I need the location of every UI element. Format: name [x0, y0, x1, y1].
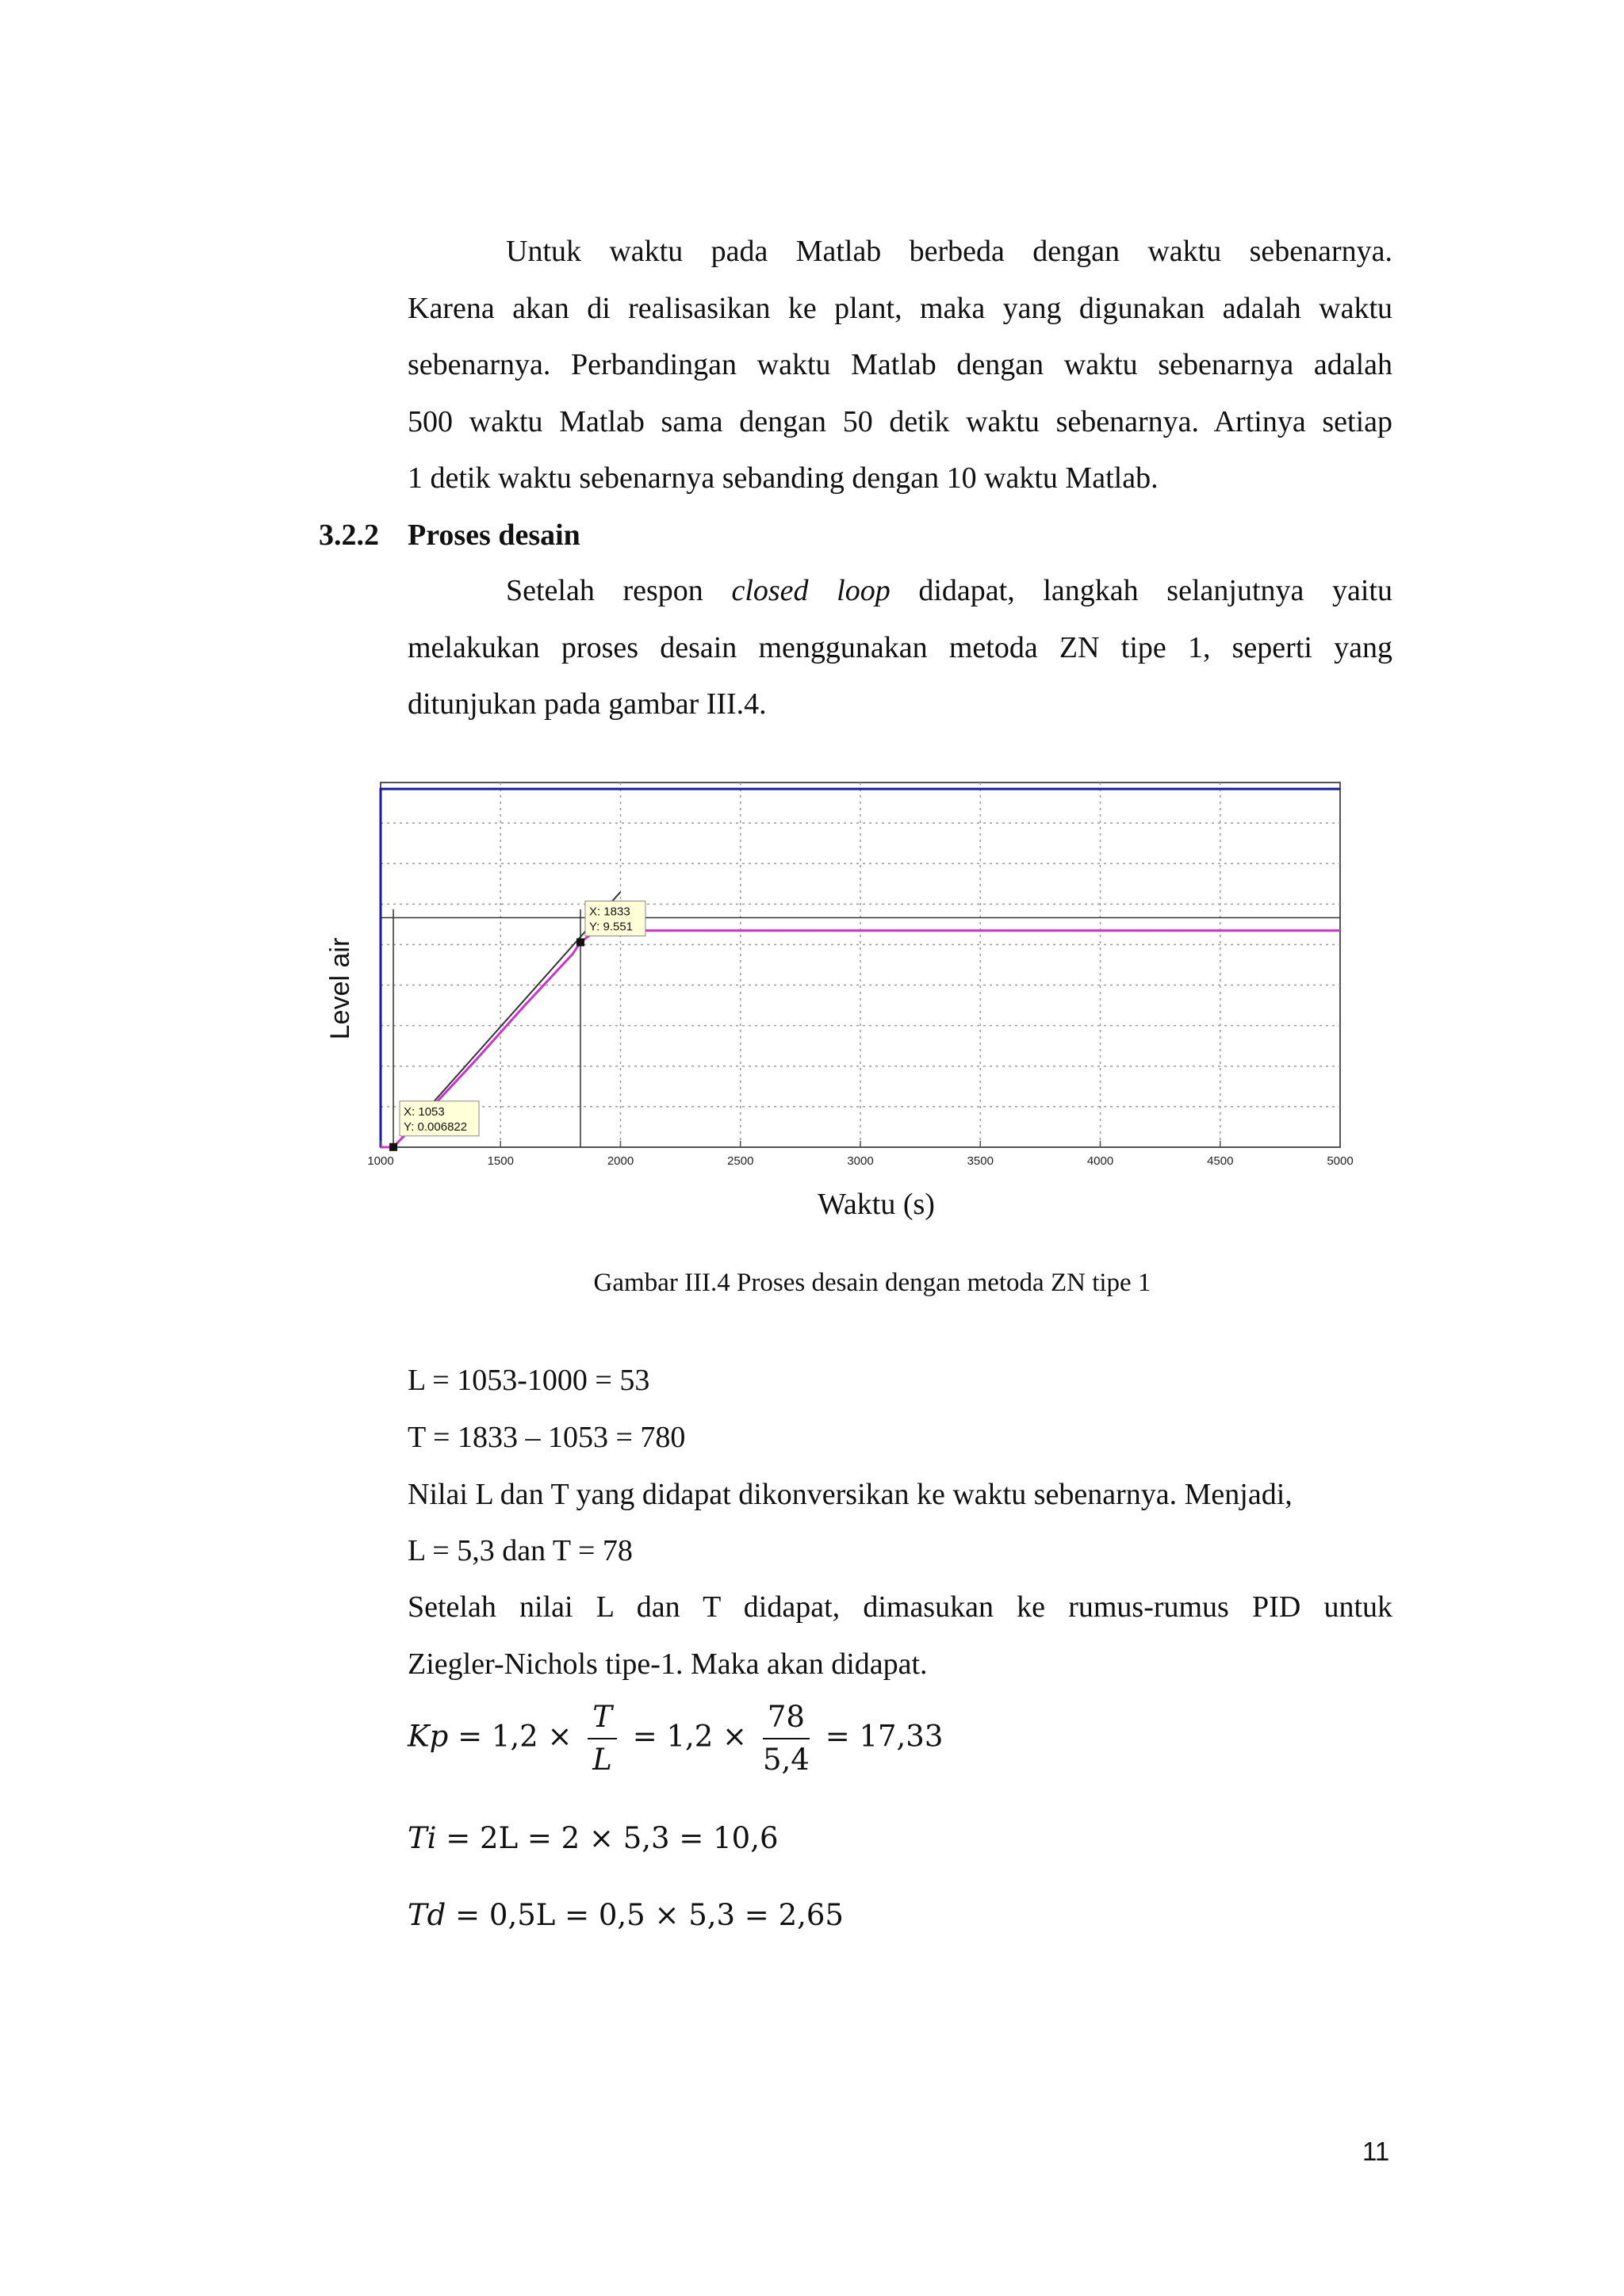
paragraph-1-line: Karena akan di realisasikan ke plant, maka yang digunakan adalah waktu	[408, 291, 1392, 325]
formula-kp-coef1: = 1,2 ×	[458, 1719, 573, 1754]
paragraph-1-line: Untuk waktu pada Matlab berbeda dengan waktu sebenarnya.	[506, 235, 1392, 268]
section-number: 3.2.2	[319, 519, 379, 552]
formula-ti	[408, 1810, 779, 1867]
paragraph-2-line: ditunjukan pada gambar III.4.	[408, 687, 767, 721]
datatip-y: Y: 9.551	[588, 920, 634, 934]
formula-td	[408, 1887, 844, 1944]
y-axis-label: Level air	[325, 937, 355, 1040]
paragraph-3-line: Ziegler-Nichols tipe-1. Maka akan didapat.	[408, 1647, 928, 1681]
figure-caption: Gambar III.4 Proses desain dengan metoda ZN tipe 1	[593, 1269, 1151, 1297]
formula-td-rest: = 0,5L = 0,5 × 5,3 = 2,65	[455, 1898, 844, 1932]
x-tick-label: 5000	[1327, 1154, 1354, 1168]
fraction-denominator-value: L	[592, 1743, 612, 1777]
x-tick-label: 2500	[727, 1154, 754, 1168]
calc-line-t: T = 1833 – 1053 = 780	[408, 1421, 686, 1454]
x-axis-label: Waktu (s)	[818, 1188, 935, 1221]
x-tick-label: 4500	[1207, 1154, 1234, 1168]
fraction-t-over-l	[588, 1697, 617, 1781]
x-tick-label: 3500	[967, 1154, 994, 1168]
x-tick-label: 1000	[367, 1154, 394, 1168]
formula-ti-lhs: Ti	[408, 1821, 437, 1855]
paragraph-3-line: Setelah nilai L dan T didapat, dimasukan ke rumus-rumus PID untuk	[408, 1590, 1392, 1624]
paragraph-2	[408, 563, 1392, 733]
paragraph-2-line: melakukan proses desain menggunakan metoda ZN tipe 1, seperti yang	[408, 630, 1392, 664]
paragraph-2-text: Setelah respon	[506, 574, 732, 607]
formula-kp-coef2: = 1,2 ×	[632, 1719, 748, 1754]
paragraph-1-line: 1 detik waktu sebenarnya sebanding dengan 10 waktu Matlab.	[408, 461, 1159, 495]
fraction-denominator: 5,4	[762, 1743, 810, 1777]
formula-kp	[408, 1697, 943, 1781]
fraction-numerator: 78	[763, 1697, 810, 1739]
paragraph-3	[408, 1579, 1392, 1693]
paragraph-1	[408, 224, 1392, 507]
paragraph-2-text: didapat, langkah selanjutnya yaitu	[890, 574, 1392, 607]
x-tick-label: 4000	[1086, 1154, 1114, 1168]
fraction-numerator-value: T	[592, 1700, 612, 1734]
plot-frame	[381, 783, 1340, 1147]
fraction-78-over-5-4	[763, 1697, 810, 1781]
datatip-marker	[389, 1143, 397, 1151]
fraction-denominator	[588, 1739, 617, 1781]
response-chart	[325, 773, 1372, 1233]
x-tick-label: 1500	[487, 1154, 514, 1168]
calc-line-conversion: Nilai L dan T yang didapat dikonversikan ke waktu sebenarnya. Menjadi,	[408, 1478, 1293, 1511]
x-tick-label: 2000	[607, 1154, 634, 1168]
paragraph-2-italic: closed loop	[731, 574, 891, 607]
formula-ti-rest: = 2L = 2 × 5,3 = 10,6	[446, 1821, 779, 1855]
section-title: Proses desain	[408, 519, 580, 552]
calc-line-l: L = 1053-1000 = 53	[408, 1364, 650, 1397]
fraction-numerator	[588, 1697, 617, 1739]
formula-td-lhs: Td	[408, 1898, 446, 1932]
paragraph-2-line	[408, 563, 1392, 620]
datatip-marker	[576, 939, 584, 947]
datatip-x: X: 1053	[404, 1104, 445, 1119]
paragraph-1-line: sebenarnya. Perbandingan waktu Matlab dengan waktu sebenarnya adalah	[408, 348, 1392, 381]
formula-kp-lhs: Kp	[408, 1719, 449, 1754]
paragraph-1-line: 500 waktu Matlab sama dengan 50 detik waktu sebenarnya. Artinya setiap	[408, 404, 1392, 438]
x-tick-label: 3000	[847, 1154, 874, 1168]
datatip-y: Y: 0.006822	[404, 1119, 468, 1134]
formula-kp-result: = 17,33	[825, 1719, 944, 1754]
page-number: 11	[1362, 2137, 1390, 2166]
datatip-x: X: 1833	[588, 905, 630, 919]
calc-line-values: L = 5,3 dan T = 78	[408, 1534, 633, 1567]
